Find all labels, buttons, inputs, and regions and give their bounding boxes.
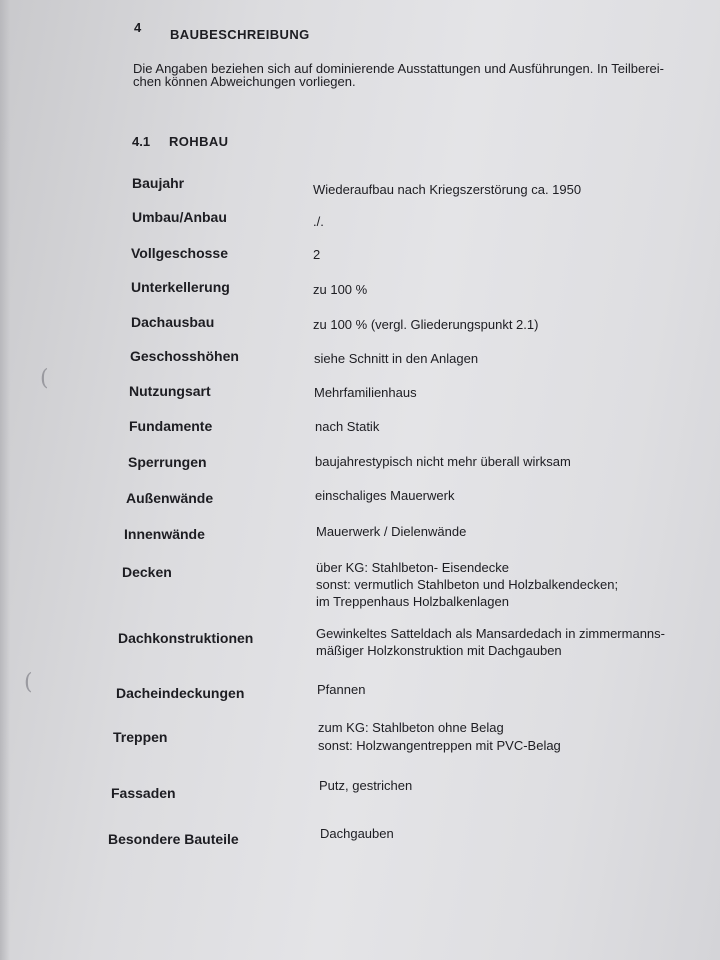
row-label: Innenwände bbox=[124, 526, 205, 542]
row-value: Wiederaufbau nach Kriegszerstörung ca. 1950 bbox=[313, 182, 582, 197]
row-value: nach Statik bbox=[315, 419, 380, 434]
row-label: Umbau/Anbau bbox=[132, 209, 227, 225]
section-number: 4 bbox=[134, 20, 142, 35]
row-label: Dacheindeckungen bbox=[116, 685, 245, 701]
row-label: Nutzungsart bbox=[129, 383, 211, 399]
row-label: Baujahr bbox=[132, 175, 185, 191]
row-value: im Treppenhaus Holzbalkenlagen bbox=[316, 594, 509, 609]
row-value: zu 100 % bbox=[313, 282, 368, 297]
row-value: zu 100 % (vergl. Gliederungspunkt 2.1) bbox=[313, 317, 539, 332]
row-label: Treppen bbox=[113, 729, 168, 745]
row-value: siehe Schnitt in den Anlagen bbox=[314, 351, 479, 366]
row-value: Dachgauben bbox=[320, 826, 394, 841]
row-label: Dachausbau bbox=[131, 314, 215, 330]
section-title: BAUBESCHREIBUNG bbox=[170, 27, 310, 42]
row-value: über KG: Stahlbeton- Eisendecke bbox=[316, 560, 509, 575]
row-label: Unterkellerung bbox=[131, 279, 230, 295]
row-value: Mauerwerk / Dielenwände bbox=[316, 524, 467, 539]
row-label: Fundamente bbox=[129, 418, 213, 434]
row-value: zum KG: Stahlbeton ohne Belag bbox=[318, 720, 504, 735]
subsection-number: 4.1 bbox=[132, 134, 151, 149]
row-label: Sperrungen bbox=[128, 454, 207, 470]
row-value: Pfannen bbox=[317, 682, 366, 697]
row-label: Dachkonstruktionen bbox=[118, 630, 254, 646]
row-label: Außenwände bbox=[126, 490, 214, 506]
intro-line: chen können Abweichungen vorliegen. bbox=[133, 74, 356, 89]
row-value: baujahrestypisch nicht mehr überall wirksam bbox=[315, 454, 571, 469]
row-label: Vollgeschosse bbox=[131, 245, 229, 261]
row-value: Mehrfamilienhaus bbox=[314, 385, 417, 400]
row-value: sonst: Holzwangentreppen mit PVC-Belag bbox=[318, 738, 561, 753]
row-value: Gewinkeltes Satteldach als Mansardedach in zimmermanns- bbox=[316, 626, 665, 641]
punch-hole-mark: ( bbox=[24, 670, 33, 695]
row-value: mäßiger Holzkonstruktion mit Dachgauben bbox=[316, 643, 562, 658]
intro-line: Die Angaben beziehen sich auf dominierende Ausstattungen und Ausführungen. In Teilberei- bbox=[133, 61, 664, 76]
row-value: 2 bbox=[313, 247, 321, 262]
row-value: sonst: vermutlich Stahlbeton und Holzbalkendecken; bbox=[316, 577, 619, 592]
row-label: Geschosshöhen bbox=[130, 348, 239, 364]
subsection-title: ROHBAU bbox=[169, 134, 229, 149]
row-value: ./. bbox=[313, 214, 324, 229]
punch-hole-mark: ( bbox=[40, 366, 49, 391]
row-value: einschaliges Mauerwerk bbox=[315, 488, 455, 503]
row-label: Fassaden bbox=[111, 785, 176, 801]
row-label: Decken bbox=[122, 564, 172, 580]
row-label: Besondere Bauteile bbox=[108, 831, 239, 847]
row-value: Putz, gestrichen bbox=[319, 778, 413, 793]
